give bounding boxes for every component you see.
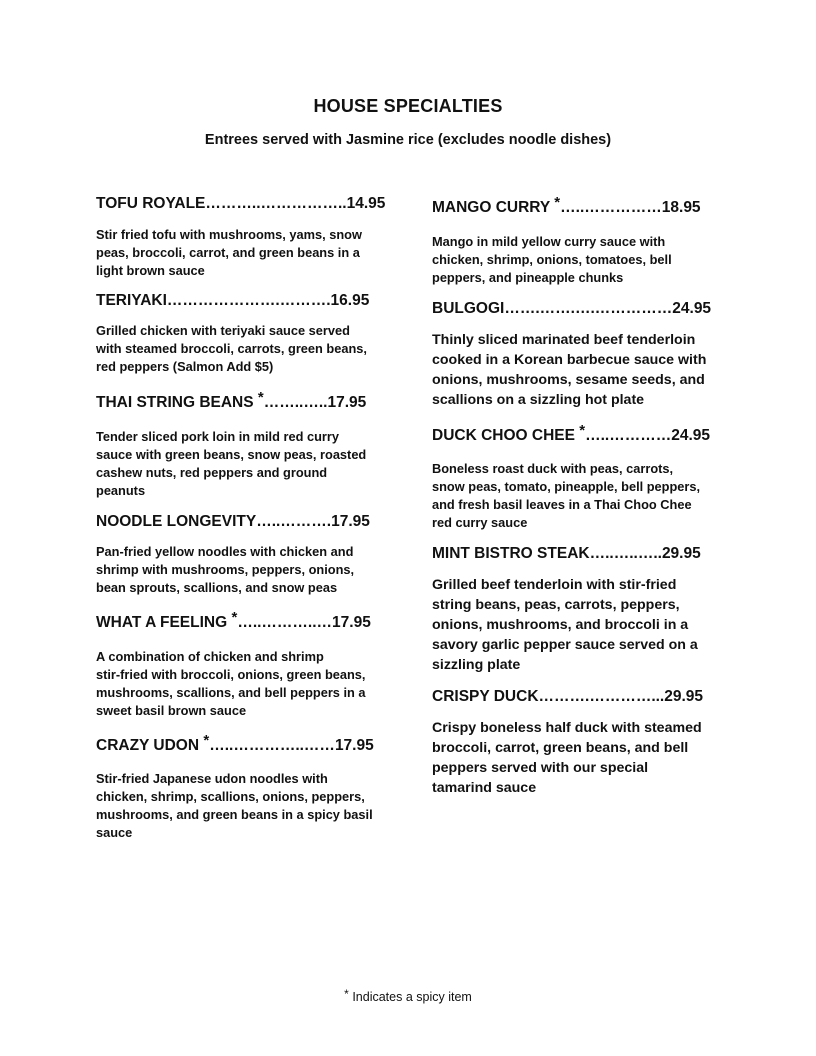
spicy-star-icon: * (554, 194, 561, 211)
description-line: Stir-fried Japanese udon noodles with (96, 771, 328, 786)
description-line: onions, mushrooms, sesame seeds, and (432, 372, 705, 388)
description-line: cooked in a Korean barbecue sauce with (432, 352, 707, 368)
menu-item-price: 17.95 (331, 513, 370, 530)
menu-item-name: NOODLE LONGEVITY (96, 513, 257, 530)
dot-leader: ……..….. (263, 394, 328, 411)
description-line: peas, broccoli, carrot, and green beans in a (96, 245, 360, 260)
menu-item-heading (432, 194, 732, 218)
description-line: Crispy boneless half duck with steamed (432, 720, 702, 736)
footnote (0, 987, 816, 1004)
description-line: bean sprouts, scallions, and snow peas (96, 580, 338, 595)
menu-item-heading (432, 544, 732, 564)
menu-item-description (96, 543, 396, 597)
dot-leader: …..………..… (237, 614, 333, 631)
description-line: savory garlic pepper sauce served on a (432, 637, 698, 653)
description-line: peppers served with our special (432, 760, 649, 776)
menu-item-heading (432, 687, 732, 707)
dot-leader: …..…………… (560, 199, 662, 216)
dot-leader: ………..…………….. (205, 195, 347, 212)
description-line: cashew nuts, red peppers and ground (96, 465, 328, 480)
menu-item-price: 17.95 (332, 614, 371, 631)
spicy-star-icon: * (579, 422, 586, 439)
dot-leader: …….…….….…………… (504, 300, 673, 317)
menu-item-description (96, 770, 396, 842)
description-line: sizzling plate (432, 657, 521, 673)
description-line: Grilled beef tenderloin with stir-fried (432, 577, 677, 593)
description-line: sauce with green beans, snow peas, roasted (96, 447, 367, 462)
menu-item-description (432, 575, 732, 675)
menu-item-price: 18.95 (661, 199, 701, 216)
description-line: mushrooms, scallions, and bell peppers in a (96, 685, 366, 700)
menu-item-heading (96, 732, 396, 756)
menu-item-price: 16.95 (330, 292, 370, 309)
menu-item-name: TERIYAKI (96, 292, 167, 309)
menu-item-name: DUCK CHOO CHEE (432, 427, 580, 444)
description-line: tamarind sauce (432, 780, 537, 796)
menu-item-description (96, 428, 396, 500)
description-line: stir-fried with broccoli, onions, green beans, (96, 667, 366, 682)
description-line: with steamed broccoli, carrots, green beans, (96, 341, 367, 356)
menu-item-heading (432, 299, 732, 319)
menu-item-price: 29.95 (661, 545, 701, 562)
description-line: chicken, shrimp, onions, tomatoes, bell (432, 252, 672, 267)
description-line: red curry sauce (432, 515, 528, 530)
description-line: mushrooms, and green beans in a spicy basil (96, 807, 373, 822)
menu-item-name: WHAT A FEELING (96, 614, 232, 631)
menu-item-name: TOFU ROYALE (96, 195, 206, 212)
description-line: Pan-fried yellow noodles with chicken and (96, 544, 354, 559)
footnote-text: Indicates a spicy item (348, 990, 472, 1004)
menu-item-name: CRISPY DUCK (432, 688, 539, 705)
description-line: and fresh basil leaves in a Thai Choo Chee (432, 497, 692, 512)
spicy-star-icon: * (231, 609, 238, 626)
page-title: HOUSE SPECIALTIES (313, 96, 503, 116)
dot-leader: …..…………..…… (209, 737, 335, 754)
menu-item-heading (96, 194, 396, 214)
menu-item-description (432, 330, 732, 410)
description-line: snow peas, tomato, pineapple, bell peppers, (432, 479, 701, 494)
spicy-star-icon: * (344, 987, 349, 1001)
menu-item-description (96, 648, 396, 720)
menu-item-description (432, 718, 732, 798)
description-line: sweet basil brown sauce (96, 703, 247, 718)
description-line: light brown sauce (96, 263, 205, 278)
description-line: broccoli, carrot, green beans, and bell (432, 740, 689, 756)
description-line: Mango in mild yellow curry sauce with (432, 234, 666, 249)
menu-item-name: THAI STRING BEANS (96, 394, 258, 411)
spicy-star-icon: * (203, 732, 210, 749)
description-line: shrimp with mushrooms, peppers, onions, (96, 562, 355, 577)
dot-leader: …..………… (585, 427, 672, 444)
menu-item-price: 14.95 (346, 195, 386, 212)
description-line: peanuts (96, 483, 146, 498)
description-line: chicken, shrimp, scallions, onions, peppers, (96, 789, 365, 804)
menu-item-heading (96, 291, 396, 311)
description-line: sauce (96, 825, 133, 840)
description-line: string beans, peas, carrots, peppers, (432, 597, 680, 613)
dot-leader: …..………. (256, 513, 332, 530)
description-line: Grilled chicken with teriyaki sauce served (96, 323, 350, 338)
menu-item-price: 17.95 (327, 394, 367, 411)
menu-item-description (432, 460, 732, 532)
description-line: Thinly sliced marinated beef tenderloin (432, 332, 696, 348)
menu-item-heading (432, 422, 732, 446)
menu-item-description (96, 322, 396, 376)
description-line: Stir fried tofu with mushrooms, yams, snow (96, 227, 362, 242)
menu-item-name: BULGOGI (432, 300, 505, 317)
dot-leader: …..…..….. (589, 545, 662, 562)
description-line: Boneless roast duck with peas, carrots, (432, 461, 674, 476)
menu-item-price: 24.95 (671, 427, 711, 444)
menu-item-price: 24.95 (672, 300, 712, 317)
dot-leader: ……….…………... (538, 688, 665, 705)
menu-item-heading (96, 389, 396, 413)
spicy-star-icon: * (257, 389, 264, 406)
menu-item-heading (96, 609, 396, 633)
description-line: peppers, and pineapple chunks (432, 270, 624, 285)
menu-item-description (96, 226, 396, 280)
description-line: scallions on a sizzling hot plate (432, 392, 645, 408)
menu-item-name: CRAZY UDON (96, 737, 204, 754)
menu-item-name: MANGO CURRY (432, 199, 555, 216)
menu-item-description (432, 233, 732, 287)
description-line: Tender sliced pork loin in mild red curry (96, 429, 339, 444)
description-line: A combination of chicken and shrimp (96, 649, 324, 664)
page-subtitle: Entrees served with Jasmine rice (excludes noodle dishes) (204, 132, 612, 148)
dot-leader: ………………….………. (166, 292, 331, 309)
description-line: onions, mushrooms, and broccoli in a (432, 617, 689, 633)
menu-item-heading (96, 512, 396, 532)
menu-item-price: 17.95 (334, 737, 374, 754)
menu-item-name: MINT BISTRO STEAK (432, 545, 590, 562)
description-line: red peppers (Salmon Add $5) (96, 359, 274, 374)
menu-item-price: 29.95 (664, 688, 704, 705)
